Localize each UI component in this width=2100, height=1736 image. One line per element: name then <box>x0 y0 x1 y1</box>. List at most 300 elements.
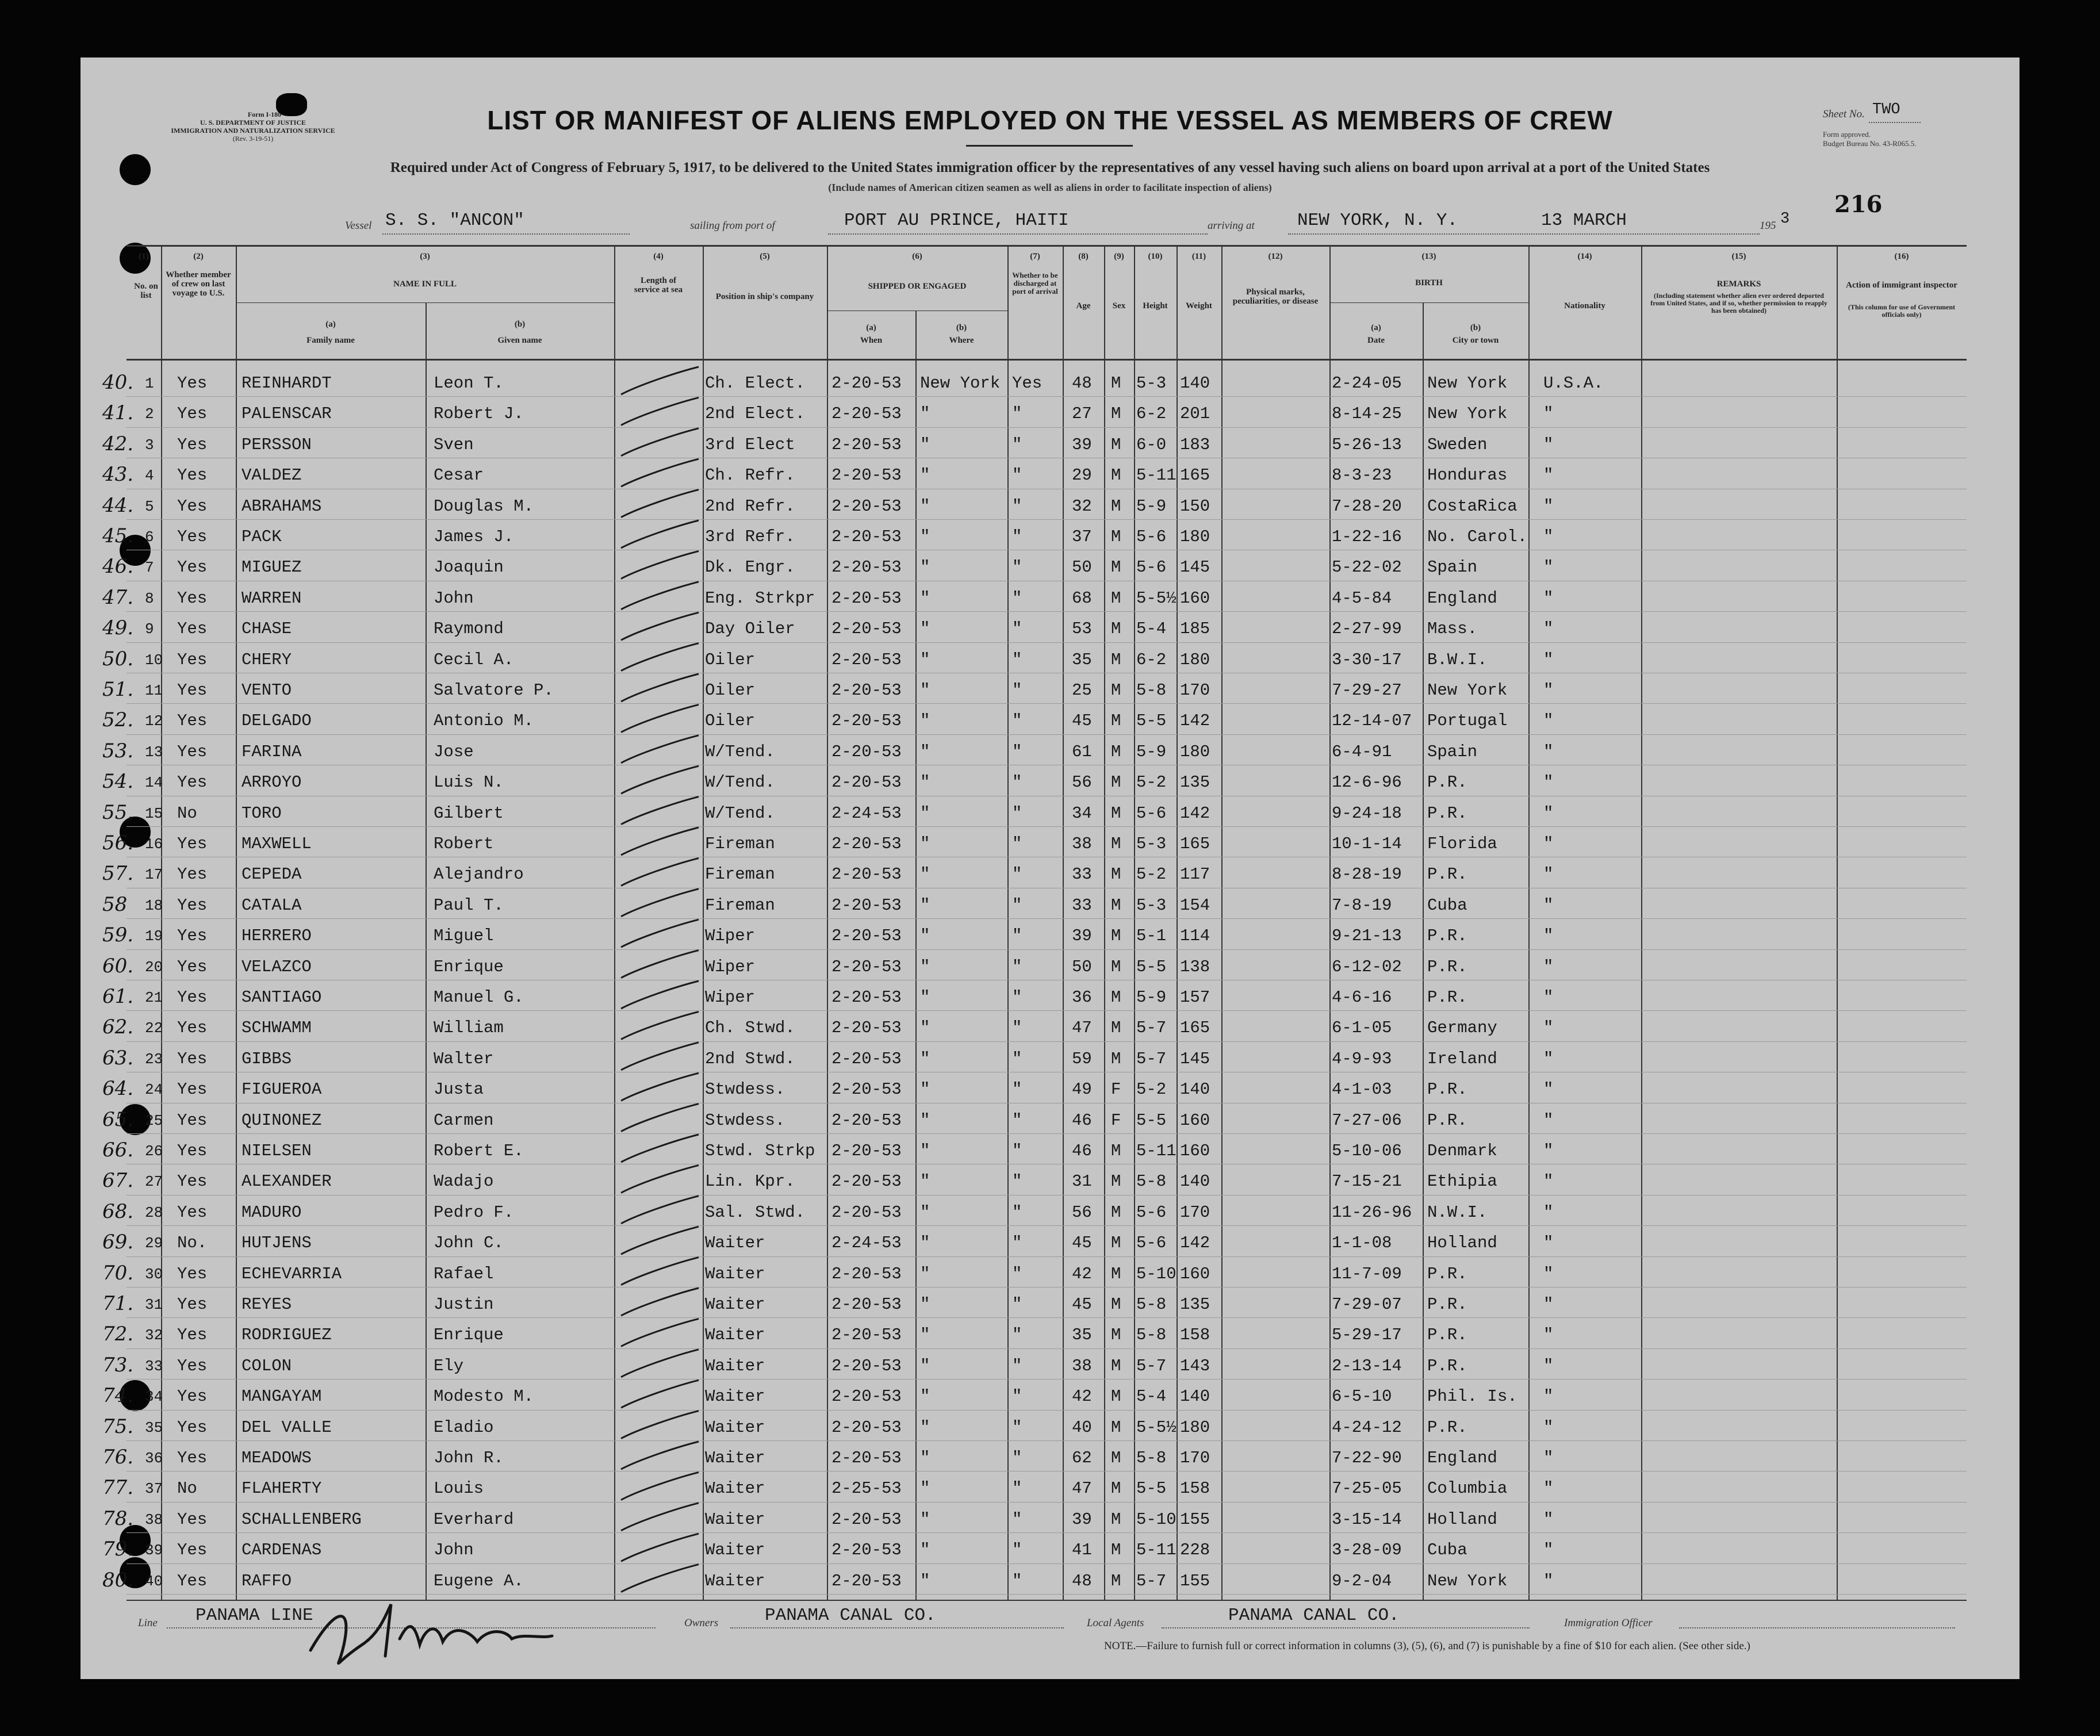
age: 41 <box>1072 1540 1092 1560</box>
handwritten-line-number: 53. <box>102 739 134 762</box>
family-name: PERSSON <box>242 435 312 454</box>
given-name: Douglas M. <box>434 496 534 516</box>
position: Eng. Strkpr <box>705 588 815 608</box>
crew-last-voyage: Yes <box>177 926 208 946</box>
shipped-when: 2-20-53 <box>831 650 902 669</box>
tick-mark <box>621 1380 699 1408</box>
col16-subheader: (This column for use of Government officials only) <box>1848 303 1956 319</box>
family-name: MAXWELL <box>242 834 312 853</box>
col6-num: (6) <box>912 252 922 261</box>
handwritten-line-number: 76. <box>102 1446 134 1469</box>
family-name: HUTJENS <box>242 1233 312 1253</box>
age: 48 <box>1072 374 1092 393</box>
birth-date: 9-21-13 <box>1332 926 1402 946</box>
nationality: " <box>1543 865 1554 884</box>
shipped-where: " <box>920 496 930 516</box>
given-name: Ely <box>434 1356 464 1375</box>
weight: 160 <box>1180 588 1210 608</box>
family-name: FLAHERTY <box>242 1479 322 1499</box>
shipped-when: 2-20-53 <box>831 1325 902 1345</box>
discharged: " <box>1012 803 1022 823</box>
birth-city: Denmark <box>1427 1141 1497 1160</box>
tick-mark <box>621 643 699 671</box>
col8-header: Age <box>1076 301 1091 311</box>
given-name: Salvatore P. <box>434 681 554 700</box>
nationality: " <box>1543 895 1554 915</box>
birth-city: P.R. <box>1427 1080 1467 1099</box>
footer-note: NOTE.—Failure to furnish full or correct information in columns (3), (5), (6), and (7) is punishable by a fine of $10 for each alien. (See other side.) <box>1104 1640 1750 1652</box>
weight: 165 <box>1180 834 1210 853</box>
tick-mark <box>621 1227 699 1254</box>
sex: M <box>1111 588 1121 608</box>
handwritten-line-number: 46. <box>102 555 134 578</box>
shipped-where: " <box>920 1448 930 1467</box>
row-number: 38 <box>145 1511 163 1528</box>
discharged: " <box>1012 1356 1022 1375</box>
height: 5-6 <box>1136 803 1167 823</box>
tick-mark <box>621 674 699 702</box>
col13a-num: (a) <box>1371 323 1381 332</box>
col6-header: SHIPPED OR ENGAGED <box>868 282 967 291</box>
height: 5-8 <box>1136 1448 1167 1467</box>
position: Stwd. Strkp <box>705 1141 815 1160</box>
col13a-header: Date <box>1367 336 1385 345</box>
weight: 145 <box>1180 1049 1210 1068</box>
weight: 201 <box>1180 404 1210 424</box>
nationality: " <box>1543 496 1554 516</box>
handwritten-line-number: 69. <box>102 1231 134 1254</box>
shipped-when: 2-20-53 <box>831 895 902 915</box>
birth-date: 4-5-84 <box>1332 588 1392 608</box>
birth-date: 1-22-16 <box>1332 527 1402 546</box>
shipped-where: " <box>920 588 930 608</box>
discharged: " <box>1012 1110 1022 1130</box>
given-name: John <box>434 588 474 608</box>
sex: M <box>1111 1448 1121 1467</box>
shipped-when: 2-20-53 <box>831 1080 902 1099</box>
crew-last-voyage: Yes <box>177 404 208 424</box>
birth-city: Florida <box>1427 834 1497 853</box>
sex: M <box>1111 1571 1121 1591</box>
owners-label: Owners <box>684 1617 719 1629</box>
row-number: 26 <box>145 1143 163 1160</box>
col1-num: (1) <box>139 252 149 261</box>
crew-last-voyage: No. <box>177 1233 208 1253</box>
height: 5-3 <box>1136 374 1167 393</box>
crew-last-voyage: Yes <box>177 773 208 792</box>
birth-date: 9-24-18 <box>1332 803 1402 823</box>
age: 31 <box>1072 1172 1092 1191</box>
handwritten-line-number: 43. <box>102 463 134 486</box>
family-name: QUINONEZ <box>242 1110 322 1130</box>
length-of-service-ticks <box>81 58 2019 1679</box>
position: Oiler <box>705 681 756 700</box>
age: 38 <box>1072 834 1092 853</box>
family-name: CHERY <box>242 650 292 669</box>
handwritten-line-number: 70. <box>102 1261 134 1285</box>
vessel-name: S. S. "ANCON" <box>385 210 524 231</box>
handwritten-line-number: 49. <box>102 616 134 640</box>
birth-date: 5-10-06 <box>1332 1141 1402 1160</box>
birth-date: 11-26-96 <box>1332 1202 1412 1222</box>
weight: 158 <box>1180 1479 1210 1499</box>
weight: 145 <box>1180 558 1210 577</box>
shipped-where: " <box>920 1049 930 1068</box>
age: 25 <box>1072 681 1092 700</box>
age: 50 <box>1072 558 1092 577</box>
handwritten-line-number: 65. <box>102 1107 134 1131</box>
handwritten-line-number: 41. <box>102 401 134 425</box>
crew-last-voyage: No <box>177 803 197 823</box>
height: 5-5 <box>1136 957 1167 976</box>
sex: M <box>1111 1264 1121 1283</box>
height: 5-11 <box>1136 1141 1177 1160</box>
height: 5-1 <box>1136 926 1167 946</box>
crew-last-voyage: Yes <box>177 650 208 669</box>
birth-date: 3-15-14 <box>1332 1509 1402 1529</box>
height: 6-2 <box>1136 404 1167 424</box>
tick-mark <box>621 1442 699 1469</box>
birth-city: New York <box>1427 374 1508 393</box>
revision-line: (Rev. 3-19-51) <box>232 135 274 143</box>
row-number: 1 <box>145 375 154 392</box>
discharged: Yes <box>1012 374 1043 393</box>
nationality: " <box>1543 834 1554 853</box>
birth-date: 12-14-07 <box>1332 711 1412 731</box>
handwritten-line-number: 59. <box>102 923 134 947</box>
arriving-label: arriving at <box>1208 220 1255 232</box>
birth-city: Ireland <box>1427 1049 1497 1068</box>
weight: 160 <box>1180 1110 1210 1130</box>
birth-city: No. Carol. <box>1427 527 1528 546</box>
handwritten-line-number: 52. <box>102 708 134 732</box>
nationality: " <box>1543 527 1554 546</box>
col13-header: BIRTH <box>1415 278 1443 288</box>
crew-last-voyage: Yes <box>177 988 208 1007</box>
line-value: PANAMA LINE <box>196 1605 313 1626</box>
crew-last-voyage: Yes <box>177 1295 208 1314</box>
page-title: LIST OR MANIFEST OF ALIENS EMPLOYED ON THE VESSEL AS MEMBERS OF CREW <box>487 105 1613 135</box>
weight: 138 <box>1180 957 1210 976</box>
position: 3rd Refr. <box>705 527 795 546</box>
family-name: MIGUEZ <box>242 558 302 577</box>
weight: 135 <box>1180 773 1210 792</box>
handwritten-line-number: 64. <box>102 1077 134 1101</box>
sex: M <box>1111 1049 1121 1068</box>
tick-mark <box>621 858 699 886</box>
age: 33 <box>1072 895 1092 915</box>
handwritten-line-number: 77. <box>102 1476 134 1500</box>
handwritten-line-number: 45. <box>102 524 134 547</box>
weight: 170 <box>1180 681 1210 700</box>
shipped-where: " <box>920 957 930 976</box>
shipped-where: " <box>920 1571 930 1591</box>
birth-date: 7-15-21 <box>1332 1172 1402 1191</box>
col11-num: (11) <box>1191 252 1206 261</box>
birth-city: B.W.I. <box>1427 650 1488 669</box>
birth-city: England <box>1427 588 1497 608</box>
height: 5-2 <box>1136 865 1167 884</box>
shipped-where: " <box>920 1202 930 1222</box>
col3a-num: (a) <box>325 320 336 329</box>
given-name: William <box>434 1018 504 1038</box>
birth-date: 4-1-03 <box>1332 1080 1392 1099</box>
position: Waiter <box>705 1571 765 1591</box>
discharged: " <box>1012 742 1022 761</box>
weight: 165 <box>1180 466 1210 485</box>
family-name: VELAZCO <box>242 957 312 976</box>
age: 46 <box>1072 1110 1092 1130</box>
given-name: Paul T. <box>434 895 504 915</box>
crew-last-voyage: Yes <box>177 1448 208 1467</box>
crew-last-voyage: Yes <box>177 681 208 700</box>
tick-mark <box>621 1350 699 1377</box>
sex: M <box>1111 988 1121 1007</box>
family-name: MANGAYAM <box>242 1387 322 1407</box>
col13-num: (13) <box>1421 252 1436 261</box>
weight: 185 <box>1180 619 1210 639</box>
height: 5-5 <box>1136 1479 1167 1499</box>
height: 5-9 <box>1136 496 1167 516</box>
height: 5-6 <box>1136 527 1167 546</box>
weight: 155 <box>1180 1509 1210 1529</box>
handwritten-line-number: 61. <box>102 985 134 1008</box>
tick-mark <box>621 1319 699 1346</box>
age: 34 <box>1072 803 1092 823</box>
height: 5-11 <box>1136 1540 1177 1560</box>
col3-header: NAME IN FULL <box>393 279 457 289</box>
sex: M <box>1111 1356 1121 1375</box>
discharged: " <box>1012 1080 1022 1099</box>
discharged: " <box>1012 1571 1022 1591</box>
sex: M <box>1111 1387 1121 1407</box>
discharged: " <box>1012 1448 1022 1467</box>
col12-num: (12) <box>1268 252 1283 261</box>
handwritten-line-number: 60. <box>102 954 134 978</box>
given-name: James J. <box>434 527 514 546</box>
position: Waiter <box>705 1356 765 1375</box>
age: 48 <box>1072 1571 1092 1591</box>
nationality: " <box>1543 1540 1554 1560</box>
discharged: " <box>1012 466 1022 485</box>
row-number: 4 <box>145 467 154 485</box>
col3-num: (3) <box>420 252 430 261</box>
birth-date: 5-22-02 <box>1332 558 1402 577</box>
birth-date: 2-27-99 <box>1332 619 1402 639</box>
weight: 142 <box>1180 711 1210 731</box>
position: Ch. Refr. <box>705 466 795 485</box>
page-subnote: (Include names of American citizen seamen as well as aliens in order to facilitate inspection of aliens) <box>828 182 1272 193</box>
sailing-label: sailing from port of <box>690 220 775 232</box>
row-number: 12 <box>145 712 163 730</box>
crew-last-voyage: Yes <box>177 527 208 546</box>
weight: 140 <box>1180 1172 1210 1191</box>
discharged: " <box>1012 1295 1022 1314</box>
handwritten-line-number: 51. <box>102 678 134 701</box>
shipped-when: 2-20-53 <box>831 957 902 976</box>
form-number: Form I-180 <box>247 110 282 118</box>
crew-last-voyage: Yes <box>177 1356 208 1375</box>
given-name: Enrique <box>434 1325 504 1345</box>
age: 42 <box>1072 1387 1092 1407</box>
birth-city: Columbia <box>1427 1479 1508 1499</box>
birth-city: P.R. <box>1427 1356 1467 1375</box>
sex: F <box>1111 1110 1121 1130</box>
signature <box>299 1587 621 1673</box>
handwritten-line-number: 74. <box>102 1384 134 1408</box>
col15-header: REMARKS <box>1716 279 1761 289</box>
height: 5-10 <box>1136 1509 1177 1529</box>
family-name: REYES <box>242 1295 292 1314</box>
crew-last-voyage: Yes <box>177 1264 208 1283</box>
age: 42 <box>1072 1264 1092 1283</box>
row-number: 30 <box>145 1265 163 1283</box>
height: 5-5 <box>1136 1110 1167 1130</box>
col9-num: (9) <box>1114 252 1124 261</box>
discharged: " <box>1012 1172 1022 1191</box>
shipped-when: 2-24-53 <box>831 1233 902 1253</box>
given-name: Raymond <box>434 619 504 639</box>
birth-city: Honduras <box>1427 466 1508 485</box>
given-name: Pedro F. <box>434 1202 514 1222</box>
family-name: MEADOWS <box>242 1448 312 1467</box>
handwritten-line-number: 68. <box>102 1200 134 1223</box>
family-name: SANTIAGO <box>242 988 322 1007</box>
height: 5-8 <box>1136 1325 1167 1345</box>
weight: 180 <box>1180 1417 1210 1437</box>
shipped-when: 2-20-53 <box>831 496 902 516</box>
position: Wiper <box>705 926 756 946</box>
col15-subheader: (Including statement whether alien ever ordered deported from United States, and if so, whether permission to reapply has been obtained) <box>1650 292 1827 315</box>
tick-mark <box>621 1165 699 1193</box>
age: 27 <box>1072 404 1092 424</box>
birth-city: P.R. <box>1427 1325 1467 1345</box>
handwritten-line-number: 75. <box>102 1415 134 1438</box>
nationality: " <box>1543 1233 1554 1253</box>
col15-num: (15) <box>1731 252 1746 261</box>
family-name: DELGADO <box>242 711 312 731</box>
height: 5-6 <box>1136 1202 1167 1222</box>
position: Waiter <box>705 1295 765 1314</box>
birth-date: 4-6-16 <box>1332 988 1392 1007</box>
birth-date: 7-29-27 <box>1332 681 1402 700</box>
col14-header: Nationality <box>1564 301 1605 311</box>
shipped-where: " <box>920 404 930 424</box>
height: 5-3 <box>1136 895 1167 915</box>
weight: 140 <box>1180 1080 1210 1099</box>
owners-underline <box>730 1627 1064 1628</box>
row-number: 18 <box>145 896 163 914</box>
age: 33 <box>1072 865 1092 884</box>
shipped-when: 2-20-53 <box>831 1172 902 1191</box>
tick-mark <box>621 1411 699 1439</box>
weight: 170 <box>1180 1448 1210 1467</box>
given-name: Rafael <box>434 1264 494 1283</box>
family-name: PALENSCAR <box>242 404 332 424</box>
row-number: 36 <box>145 1450 163 1467</box>
family-name: CATALA <box>242 895 302 915</box>
weight: 154 <box>1180 895 1210 915</box>
position: Waiter <box>705 1233 765 1253</box>
position: Fireman <box>705 895 775 915</box>
tick-mark <box>621 951 699 978</box>
discharged: " <box>1012 773 1022 792</box>
shipped-when: 2-20-53 <box>831 681 902 700</box>
shipped-when: 2-24-53 <box>831 803 902 823</box>
row-number: 29 <box>145 1235 163 1252</box>
height: 6-2 <box>1136 650 1167 669</box>
shipped-when: 2-20-53 <box>831 834 902 853</box>
tick-mark <box>621 397 699 425</box>
handwritten-line-number: 66. <box>102 1139 134 1162</box>
shipped-where: " <box>920 466 930 485</box>
birth-date: 12-6-96 <box>1332 773 1402 792</box>
crew-last-voyage: Yes <box>177 1571 208 1591</box>
page-number: 216 <box>1834 191 1883 218</box>
sex: M <box>1111 1141 1121 1160</box>
shipped-where: " <box>920 650 930 669</box>
weight: 140 <box>1180 1387 1210 1407</box>
sex: F <box>1111 1080 1121 1099</box>
tick-mark <box>621 582 699 610</box>
nationality: " <box>1543 1356 1554 1375</box>
sex: M <box>1111 1295 1121 1314</box>
tick-mark <box>621 1135 699 1162</box>
tick-mark <box>621 520 699 548</box>
given-name: Cecil A. <box>434 650 514 669</box>
handwritten-line-number: 42. <box>102 432 134 455</box>
crew-last-voyage: Yes <box>177 1509 208 1529</box>
crew-last-voyage: No <box>177 1479 197 1499</box>
height: 5-10 <box>1136 1264 1177 1283</box>
height: 5-5½ <box>1136 1417 1177 1437</box>
height: 5-7 <box>1136 1049 1167 1068</box>
crew-last-voyage: Yes <box>177 435 208 454</box>
row-number: 9 <box>145 620 154 638</box>
position: Waiter <box>705 1540 765 1560</box>
shipped-when: 2-20-53 <box>831 1202 902 1222</box>
given-name: Carmen <box>434 1110 494 1130</box>
crew-last-voyage: Yes <box>177 466 208 485</box>
shipped-when: 2-20-53 <box>831 711 902 731</box>
nationality: " <box>1543 1049 1554 1068</box>
row-number: 10 <box>145 651 163 669</box>
sheet-number: TWO <box>1872 101 1900 118</box>
row-number: 3 <box>145 436 154 454</box>
row-number: 2 <box>145 405 154 423</box>
tick-mark <box>621 490 699 518</box>
discharged: " <box>1012 1509 1022 1529</box>
shipped-where: " <box>920 1540 930 1560</box>
discharged: " <box>1012 558 1022 577</box>
position: 2nd Stwd. <box>705 1049 795 1068</box>
age: 53 <box>1072 619 1092 639</box>
crew-last-voyage: Yes <box>177 742 208 761</box>
nationality: " <box>1543 404 1554 424</box>
crew-last-voyage: Yes <box>177 895 208 915</box>
given-name: Robert J. <box>434 404 524 424</box>
position: Waiter <box>705 1264 765 1283</box>
age: 32 <box>1072 496 1092 516</box>
row-number: 6 <box>145 528 154 546</box>
weight: 142 <box>1180 803 1210 823</box>
shipped-when: 2-20-53 <box>831 1295 902 1314</box>
weight: 180 <box>1180 742 1210 761</box>
position: Dk. Engr. <box>705 558 795 577</box>
age: 68 <box>1072 588 1092 608</box>
tick-mark <box>621 459 699 486</box>
crew-last-voyage: Yes <box>177 374 208 393</box>
